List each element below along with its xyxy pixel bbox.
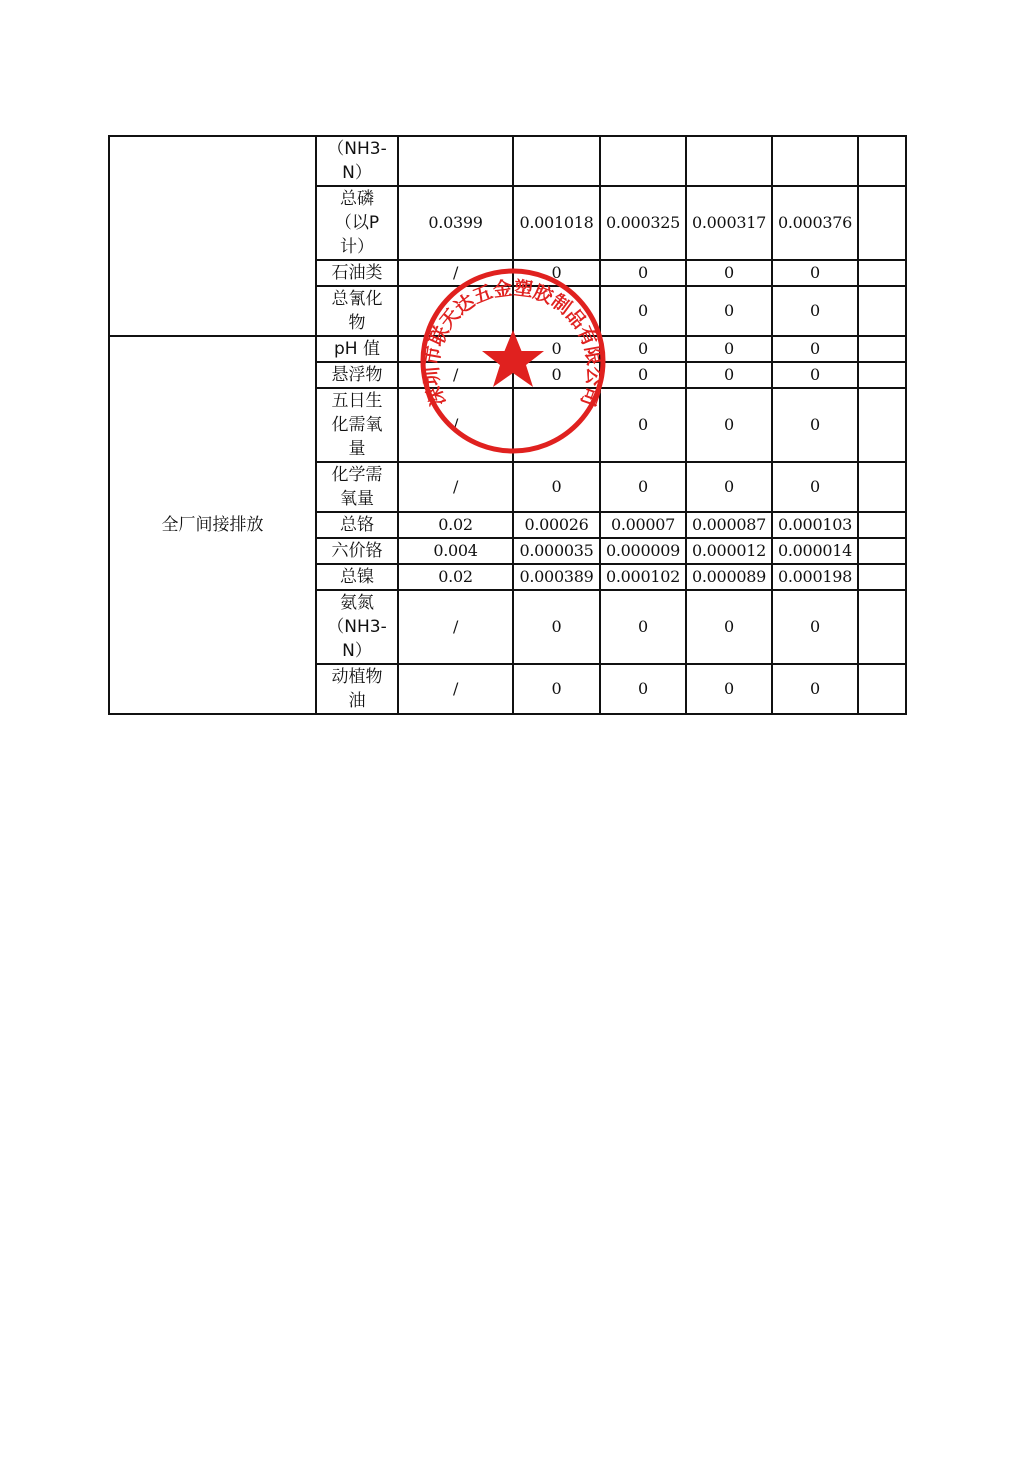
value-cell: 0 [600,590,686,664]
value-cell: / [398,664,513,714]
value-cell: 0 [513,336,600,362]
value-cell: 0 [600,664,686,714]
value-cell: 0 [686,462,772,512]
value-cell: 0.000014 [772,538,858,564]
value-cell: 0 [772,260,858,286]
value-cell [513,286,600,336]
parameter-cell: 总磷 （以P 计） [316,186,398,260]
parameter-cell: 总铬 [316,512,398,538]
value-cell: / [398,590,513,664]
seal-text: 深圳市联天达五金塑胶制品有限公司 [420,277,606,409]
table-row [109,336,906,362]
parameter-cell: 化学需 氧量 [316,462,398,512]
emissions-table-container [108,135,907,715]
parameter-cell: 五日生 化需氧 量 [316,388,398,462]
value-cell: 0 [600,362,686,388]
value-cell [858,336,906,362]
value-cell: 0 [686,664,772,714]
value-cell [686,136,772,186]
emissions-table [108,135,907,715]
value-cell [858,512,906,538]
value-cell: 0 [513,260,600,286]
value-cell: 0.02 [398,512,513,538]
value-cell [398,286,513,336]
value-cell: 0.000389 [513,564,600,590]
value-cell [858,388,906,462]
value-cell: 0 [772,462,858,512]
value-cell: 0.00007 [600,512,686,538]
parameter-cell: 总镍 [316,564,398,590]
value-cell: 0.000376 [772,186,858,260]
parameter-cell: 石油类 [316,260,398,286]
parameter-cell: 悬浮物 [316,362,398,388]
value-cell: 0.000035 [513,538,600,564]
value-cell [858,590,906,664]
value-cell [858,564,906,590]
value-cell: / [398,388,513,462]
value-cell: 0.02 [398,564,513,590]
value-cell: 0.000103 [772,512,858,538]
value-cell: 0 [686,362,772,388]
value-cell: 0 [686,590,772,664]
value-cell: 0 [686,286,772,336]
value-cell: 0.00026 [513,512,600,538]
value-cell: 0 [513,590,600,664]
value-cell [513,136,600,186]
parameter-cell: 氨氮 （NH3- N） [316,590,398,664]
value-cell: 0 [686,388,772,462]
parameter-cell: 总氰化 物 [316,286,398,336]
parameter-cell: （NH3- N） [316,136,398,186]
value-cell [858,362,906,388]
value-cell [858,664,906,714]
value-cell [398,336,513,362]
value-cell: 0 [600,260,686,286]
value-cell: 0.000009 [600,538,686,564]
value-cell [513,388,600,462]
value-cell: 0 [513,462,600,512]
value-cell: 0.004 [398,538,513,564]
value-cell [858,186,906,260]
value-cell: 0.0399 [398,186,513,260]
value-cell [600,136,686,186]
value-cell: 0.000102 [600,564,686,590]
value-cell [858,286,906,336]
value-cell [858,462,906,512]
value-cell [858,136,906,186]
value-cell: / [398,462,513,512]
value-cell: 0.000317 [686,186,772,260]
value-cell: 0 [600,462,686,512]
value-cell: 0.000198 [772,564,858,590]
value-cell: 0 [772,388,858,462]
value-cell: 0 [772,286,858,336]
value-cell [398,136,513,186]
value-cell: 0 [772,362,858,388]
value-cell: 0.000325 [600,186,686,260]
value-cell: 0.000087 [686,512,772,538]
value-cell: 0 [772,590,858,664]
parameter-cell: 动植物 油 [316,664,398,714]
value-cell: 0.000089 [686,564,772,590]
group-cell: 全厂间接排放 [109,336,316,714]
value-cell: 0 [772,336,858,362]
value-cell: 0 [686,336,772,362]
table-row [109,136,906,186]
value-cell [858,538,906,564]
value-cell: 0 [513,362,600,388]
value-cell: 0 [600,336,686,362]
value-cell: 0 [686,260,772,286]
value-cell: / [398,260,513,286]
value-cell [858,260,906,286]
value-cell: 0.001018 [513,186,600,260]
value-cell: 0 [513,664,600,714]
value-cell: / [398,362,513,388]
parameter-cell: 六价铬 [316,538,398,564]
value-cell: 0 [600,388,686,462]
group-cell-empty [109,136,316,336]
parameter-cell: pH 值 [316,336,398,362]
value-cell: 0 [600,286,686,336]
value-cell: 0.000012 [686,538,772,564]
value-cell [772,136,858,186]
value-cell: 0 [772,664,858,714]
